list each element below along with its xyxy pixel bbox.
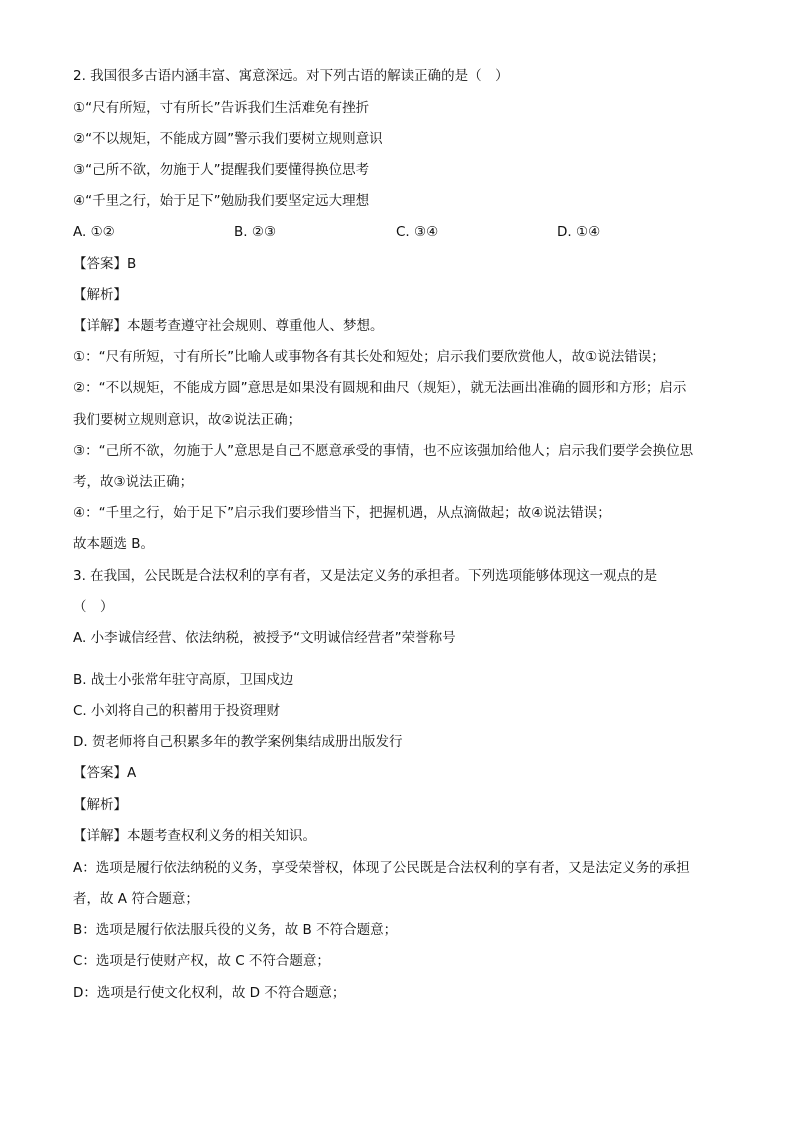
question-3-option-b: B. 战士小张常年驻守高原，卫国戍边 (73, 672, 294, 688)
question-2-option-a: A. ①② (73, 224, 115, 240)
question-3-answer: 【答案】A (73, 765, 137, 781)
question-3-explanation: C：选项是行使财产权，故 C 不符合题意； (73, 953, 330, 969)
question-2-explanation: ①：“尺有所短，寸有所长”比喻人或事物各有其长处和短处；启示我们要欣赏他人，故①说法错误； (73, 349, 665, 365)
question-2-conclusion: 故本题选 B。 (73, 536, 155, 552)
question-3-option-c: C. 小刘将自己的积蓄用于投资理财 (73, 703, 281, 719)
question-2-item: ④“千里之行，始于足下”勉励我们要坚定远大理想 (73, 193, 370, 209)
question-2-detail: 【详解】本题考查遵守社会规则、尊重他人、梦想。 (73, 318, 384, 334)
question-2-option-c: C. ③④ (396, 224, 439, 240)
question-3-analysis-label: 【解析】 (73, 797, 127, 813)
question-2-explanation: 考，故③说法正确； (73, 474, 194, 490)
question-3-detail: 【详解】本题考查权利义务的相关知识。 (73, 828, 316, 844)
question-3-explanation: 者，故 A 符合题意； (73, 891, 199, 907)
question-2-analysis-label: 【解析】 (73, 287, 127, 303)
question-3-stem-bracket: （ ） (73, 599, 114, 615)
question-3-explanation: B：选项是履行依法服兵役的义务，故 B 不符合题意； (73, 922, 398, 938)
question-2-explanation: 我们要树立规则意识，故②说法正确； (73, 412, 302, 428)
question-3-option-d: D. 贺老师将自己积累多年的教学案例集结成册出版发行 (73, 734, 403, 750)
question-3-stem: 3. 在我国，公民既是合法权利的享有者，又是法定义务的承担者。下列选项能够体现这一观点的是 (73, 568, 658, 584)
question-3-explanation: D：选项是行使文化权利，故 D 不符合题意； (73, 985, 346, 1001)
question-2-explanation: ②：“不以规矩，不能成方圆”意思是如果没有圆规和曲尺（规矩），就无法画出准确的圆形和方形；启示 (73, 380, 687, 396)
question-2-answer: 【答案】B (73, 256, 137, 272)
question-3-explanation: A：选项是履行依法纳税的义务，享受荣誉权，体现了公民既是合法权利的享有者，又是法定义务的承担 (73, 860, 690, 876)
question-2-explanation: ④：“千里之行，始于足下”启示我们要珍惜当下，把握机遇，从点滴做起；故④说法错误； (73, 505, 611, 521)
question-2-item: ③“己所不欲，勿施于人”提醒我们要懂得换位思考 (73, 162, 370, 178)
question-2-stem: 2. 我国很多古语内涵丰富、寓意深远。对下列古语的解读正确的是（ ） (73, 68, 509, 84)
question-2-option-d: D. ①④ (557, 224, 601, 240)
question-2-item: ②“不以规矩，不能成方圆”警示我们要树立规则意识 (73, 131, 383, 147)
question-2-option-b: B. ②③ (234, 224, 277, 240)
question-2-explanation: ③：“己所不欲，勿施于人”意思是自己不愿意承受的事情，也不应该强加给他人；启示我们要学会换位思 (73, 443, 694, 459)
question-2-item: ①“尺有所短，寸有所长”告诉我们生活难免有挫折 (73, 100, 370, 116)
question-3-option-a: A. 小李诚信经营、依法纳税，被授予“文明诚信经营者”荣誉称号 (73, 630, 456, 646)
